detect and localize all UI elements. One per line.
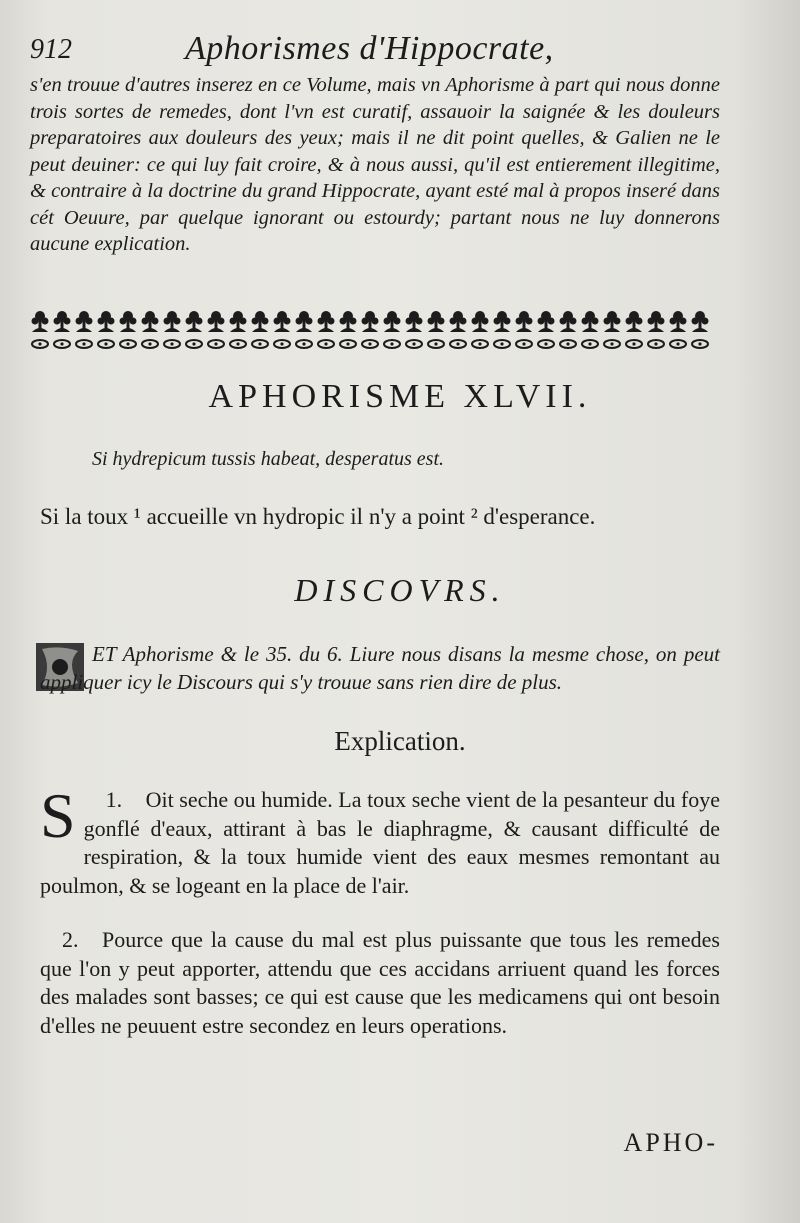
explication-item-2 <box>40 926 720 1040</box>
item-text: Pource que la cause du mal est plus puissante que tous les remedes que l'on y peut apporter, attendu que ces accidans arriuent quand les forces des malades sont basses; ce qui est cause que les medicamens qui ont besoin d'elles ne peuuent estre secondez en leurs operations. <box>40 927 720 1038</box>
discours-text: ET Aphorisme & le 35. du 6. Liure nous disans la mesme chose, on peut appliquer icy le Discours qui s'y trouue sans rien dire de plus. <box>40 642 720 694</box>
intro-paragraph: s'en trouue d'autres inserez en ce Volume, mais vn Aphorisme à part qui nous donne trois sortes de remedes, dont l'vn est curatif, assauoir la saignée & les douleurs preparatoires aux douleurs des yeux; mais il ne dit point quelles, & Galien ne le peut deuiner: ce qui luy fait croire, & à nous aussi, qu'il est entierement illegitime, & contraire à la doctrine du grand Hippocrate, ayant esté mal à propos inseré dans cét Oeuure, par quelque ignorant ou estourdy; partant nous ne luy donnerons aucune explication. <box>30 74 720 255</box>
ornament-border-icon <box>30 308 712 352</box>
explication-title: Explication. <box>334 726 466 756</box>
explication-item-1 <box>40 780 720 900</box>
catchword: APHO- <box>623 1128 718 1157</box>
drop-initial: S <box>40 780 76 851</box>
latin-aphorism: Si hydrepicum tussis habeat, desperatus est. <box>92 448 445 470</box>
item-number: 2. <box>62 927 79 952</box>
running-header <box>30 28 770 68</box>
discours-title: DISCOVRS. <box>294 572 506 608</box>
page-number: 912 <box>30 34 72 65</box>
french-aphorism: Si la toux ¹ accueille vn hydropic il n'y a point ² d'esperance. <box>40 504 596 529</box>
aphorism-title: APHORISME XLVII. <box>208 378 592 415</box>
item-text: Oit seche ou humide. La toux seche vient de la pesanteur du foye gonflé d'eaux, attirant à bas le diaphragme, & causant difficulté de respiration, & la toux humide vient des eaux mesmes remontant au poulmon, & se logeant en la place de l'air. <box>40 787 720 898</box>
running-title: Aphorismes d'Hippocrate, <box>185 30 554 67</box>
item-number: 1. <box>105 787 123 812</box>
